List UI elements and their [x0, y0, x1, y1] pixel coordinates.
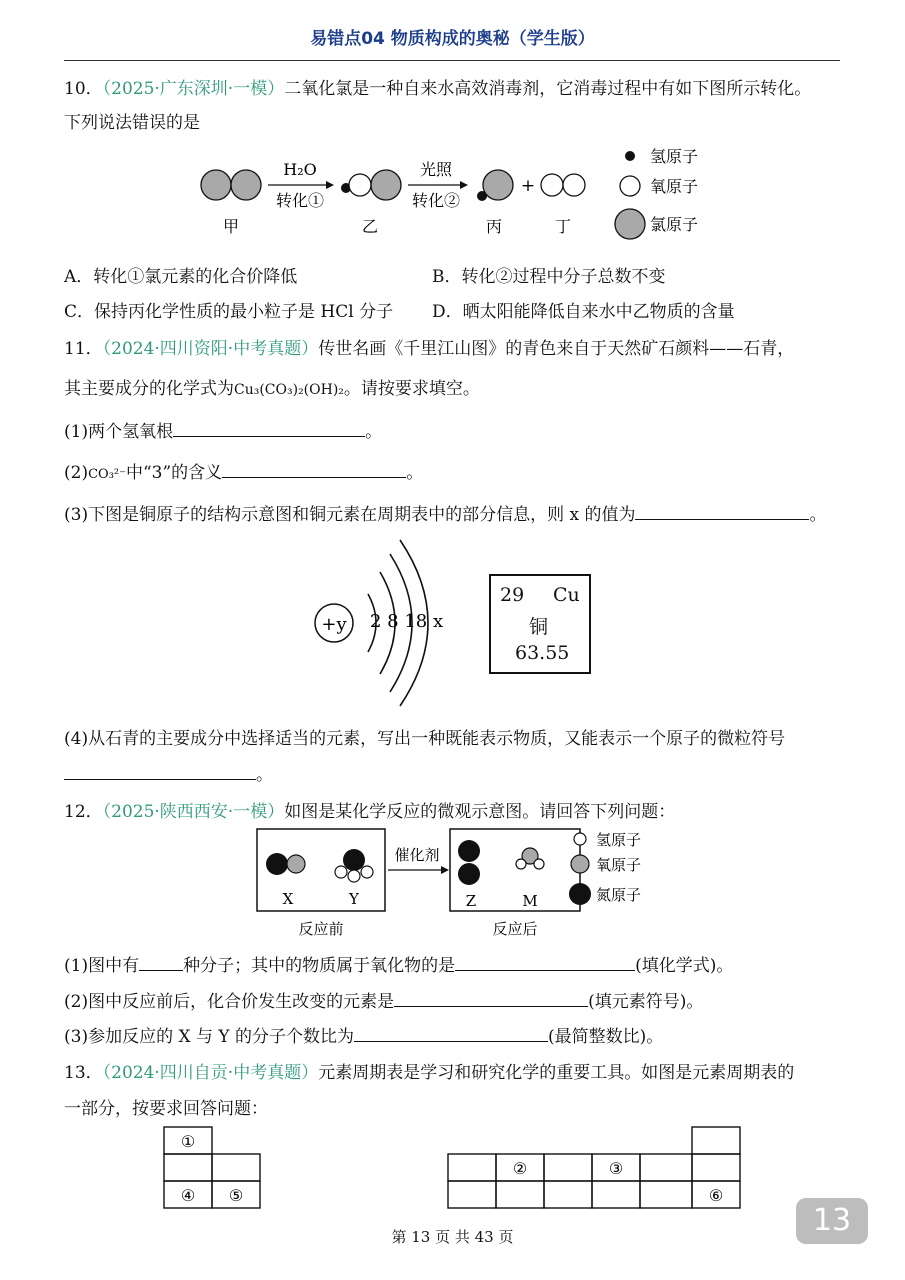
- q10-arrow1-top: H₂O: [283, 160, 317, 179]
- q12-legend-h: 氢原子: [596, 831, 642, 849]
- q10-plus: +: [520, 176, 536, 196]
- cell-symbol: Cu: [553, 584, 580, 606]
- pt-mark-4: ④: [180, 1186, 196, 1205]
- q10-arrow2-top: 光照: [419, 160, 453, 179]
- pt-mark-3: ③: [608, 1159, 624, 1178]
- q10-legend-o: 氧原子: [650, 177, 699, 196]
- atom-shell-electrons: 2 8 18 x: [370, 611, 444, 632]
- q11-stem-line1: [64, 334, 794, 359]
- q12-part1-blank1[interactable]: [139, 956, 183, 971]
- q11-text3: 。请按要求填空。: [343, 379, 480, 399]
- q12-part1-text2: 种分子；其中的物质属于氧化物的是: [183, 956, 456, 976]
- q10-option-c: C．保持丙化学性质的最小粒子是 HCl 分子: [64, 302, 394, 322]
- q12-legend-n: 氮原子: [596, 886, 642, 904]
- q11-part3-blank[interactable]: [635, 505, 809, 520]
- q12-part1: [64, 951, 733, 976]
- q10-option-a: A．转化①氯元素的化合价降低: [64, 267, 298, 287]
- q11-part2-ion: CO₃²⁻: [88, 467, 126, 482]
- q12-part1-text3: (填化学式)。: [635, 956, 734, 976]
- page-footer: 第 13 页 共 43 页: [391, 1228, 514, 1246]
- q12-text1: 如图是某化学反应的微观示意图。请回答下列问题：: [284, 802, 676, 822]
- q11-part1-text: (1)两个氢氧根: [64, 422, 174, 442]
- q10-option-b: B．转化②过程中分子总数不变: [432, 267, 666, 287]
- q10-arrow1-bottom: 转化①: [275, 191, 325, 210]
- q11-part1-end: 。: [365, 422, 383, 442]
- q11-formula: Cu₃(CO₃)₂(OH)₂: [234, 382, 344, 398]
- cell-atomic-number: 29: [500, 584, 525, 606]
- q11-part4-end: 。: [256, 765, 273, 785]
- q11-part2-text: 中“3”的含义: [125, 463, 223, 483]
- q12-part2-text2: (填元素符号)。: [588, 992, 704, 1012]
- q11-part2: [64, 458, 423, 483]
- q11-part4-answer: [64, 760, 273, 785]
- q11-text1: 传世名画《千里江山图》的青色来自于天然矿石颜料——石青，: [318, 339, 795, 359]
- q10-number: 10．: [64, 79, 103, 99]
- q12-label-m: M: [522, 892, 538, 910]
- q11-stem-line2: [64, 374, 480, 399]
- q12-part2: [64, 987, 703, 1012]
- atom-nucleus-label: +y: [321, 614, 347, 635]
- copper-atom-structure: [310, 534, 460, 712]
- q11-part3-end: 。: [809, 505, 827, 525]
- q12-legend-o: 氧原子: [596, 856, 642, 874]
- q10-source: （2025·广东深圳·一模）: [102, 79, 285, 99]
- q11-part1-blank[interactable]: [173, 422, 365, 437]
- q12-source: （2025·陕西西安·一模）: [102, 802, 285, 822]
- cell-mass: 63.55: [515, 642, 570, 664]
- q12-legend: [566, 826, 686, 916]
- q12-part2-text1: (2)图中反应前后，化合价发生改变的元素是: [64, 992, 395, 1012]
- q12-stem: [64, 797, 675, 822]
- copper-element-cell: [489, 574, 591, 674]
- q10-legend-h: 氢原子: [650, 147, 699, 166]
- q11-part2-num: (2): [64, 463, 89, 483]
- q13-text1: 元素周期表是学习和研究化学的重要工具。如图是元素周期表的: [318, 1063, 795, 1083]
- q11-number: 11．: [64, 339, 103, 359]
- pt-mark-5: ⑤: [228, 1186, 244, 1205]
- q12-part3-text1: (3)参加反应的 X 与 Y 的分子个数比为: [64, 1027, 355, 1047]
- q12-label-y: Y: [349, 890, 359, 908]
- q10-stem-line2: 下列说法错误的是: [64, 113, 200, 133]
- q12-part3-blank[interactable]: [354, 1027, 548, 1042]
- q12-before-caption: 反应前: [298, 920, 344, 938]
- q12-part3-text2: (最简整数比)。: [548, 1027, 664, 1047]
- q10-text1: 二氧化氯是一种自来水高效消毒剂，它消毒过程中有如下图所示转化。: [284, 79, 812, 99]
- q11-source: （2024·四川资阳·中考真题）: [102, 339, 319, 359]
- pt-mark-2: ②: [512, 1159, 528, 1178]
- q13-stem-line1: [64, 1058, 794, 1083]
- q13-source: （2024·四川自贡·中考真题）: [102, 1063, 319, 1083]
- q12-label-z: Z: [465, 892, 477, 910]
- q10-stem-line1: [64, 74, 811, 99]
- q12-after-caption: 反应后: [492, 920, 538, 938]
- q12-number: 12．: [64, 802, 103, 822]
- q11-part4: (4)从石青的主要成分中选择适当的元素，写出一种既能表示物质，又能表示一个原子的微粒符号: [64, 729, 786, 749]
- periodic-table-fragment: [160, 1124, 745, 1210]
- q12-part1-blank2[interactable]: [455, 956, 635, 971]
- q11-part4-blank[interactable]: [64, 765, 256, 780]
- q11-part3-text: (3)下图是铜原子的结构示意图和铜元素在周期表中的部分信息，则 x 的值为: [64, 505, 636, 525]
- q11-part2-end: 。: [406, 463, 424, 483]
- page-number-badge[interactable]: 13: [796, 1198, 868, 1244]
- q11-text2: 其主要成分的化学式为: [64, 379, 234, 399]
- pt-mark-1: ①: [180, 1132, 196, 1151]
- q10-option-d: D．晒太阳能降低自来水中乙物质的含量: [432, 302, 735, 322]
- q11-part1: [64, 417, 382, 442]
- q10-label-jia: 甲: [222, 217, 240, 236]
- q11-part3: [64, 500, 826, 525]
- pt-mark-6: ⑥: [708, 1186, 724, 1205]
- q10-reaction-diagram: [190, 140, 750, 248]
- q12-catalyst: 催化剂: [394, 846, 440, 864]
- q11-part2-blank[interactable]: [222, 463, 406, 478]
- page-title: 易错点04 物质构成的奥秘（学生版）: [310, 29, 595, 49]
- q10-label-bing: 丙: [485, 217, 503, 236]
- q12-label-x: X: [282, 890, 294, 908]
- q10-label-yi: 乙: [361, 217, 379, 236]
- header-divider: [64, 60, 840, 61]
- q12-part2-blank[interactable]: [394, 992, 588, 1007]
- q10-arrow2-bottom: 转化②: [411, 191, 461, 210]
- cell-name: 铜: [529, 616, 549, 638]
- q13-number: 13．: [64, 1063, 103, 1083]
- q13-stem-line2: 一部分，按要求回答问题：: [64, 1099, 268, 1119]
- q10-label-ding: 丁: [554, 217, 572, 236]
- q12-part3: [64, 1022, 663, 1047]
- q10-legend-cl: 氯原子: [650, 215, 699, 234]
- q12-part1-text1: (1)图中有: [64, 956, 140, 976]
